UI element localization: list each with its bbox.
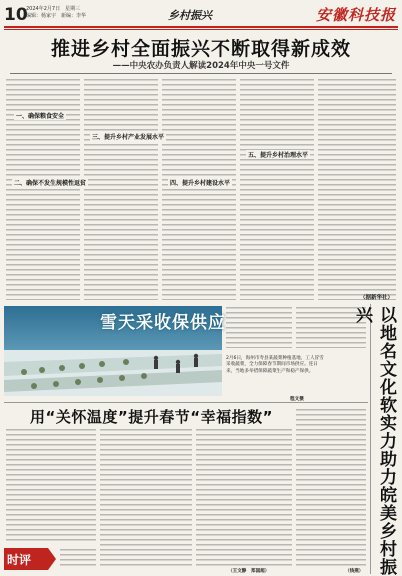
newspaper-logo: 安徽科技报 [315, 6, 396, 24]
date-line-2: 编辑：杨家宇 新编：李华 [26, 13, 87, 19]
lead-headline: 推进乡村全面振兴不断取得新成效 [50, 38, 351, 60]
text-column [84, 78, 158, 300]
lead-subtitle: 三、提升乡村产业发展水平 [92, 134, 165, 141]
lead-subhead: ——中央农办负责人解读2024年中央一号文件 [112, 61, 290, 71]
page-number: 10 [4, 5, 28, 25]
bottom-credit: （王文静 郑国超） [228, 569, 270, 574]
photo-caption: 2月6日，海州市寿县某蔬菜种植基地，工人冒雪采收蔬菜，全力保障春节期间市场供应。连日来，当地多举措保障蔬菜生产和稳产保供。 [226, 356, 324, 374]
divider [10, 73, 392, 74]
header-rule-thin [4, 29, 398, 30]
photo-title: 雪天采收保供应 [100, 313, 226, 333]
text-column [196, 428, 292, 566]
bottom-headline: 用“关怀温度”提升春节“幸福指数” [30, 408, 273, 426]
divider [370, 304, 371, 574]
text-column [226, 306, 292, 348]
lead-subtitle: 一、确保粮食安全 [16, 113, 65, 120]
lead-subtitle: 二、确保不发生规模性返贫 [14, 180, 87, 187]
photo-credit: 程文摄 [290, 397, 304, 402]
masthead [4, 3, 398, 27]
text-column [162, 78, 236, 300]
tag-arrow [48, 548, 56, 570]
lead-byline: （据新华社） [360, 295, 394, 301]
text-column [60, 548, 96, 568]
date-line [26, 6, 86, 20]
text-column [296, 408, 366, 568]
lead-subtitle: 五、提升乡村治理水平 [248, 152, 309, 159]
text-column [240, 78, 314, 300]
text-column [318, 78, 396, 300]
lead-subtitle: 四、提升乡村建设水平 [170, 180, 231, 187]
divider [4, 402, 368, 403]
side-credit: （钱燕） [345, 569, 364, 574]
date-line-1: 2024年2月7日 星期三 [26, 6, 81, 12]
text-column [6, 428, 96, 544]
header-rule [4, 26, 398, 28]
side-headline: 以地名文化软实力助力皖美乡村振兴 [352, 306, 396, 576]
commentary-tag-label: 时评 [7, 553, 32, 567]
section-title: 乡村振兴 [168, 9, 212, 22]
text-column [100, 428, 192, 568]
